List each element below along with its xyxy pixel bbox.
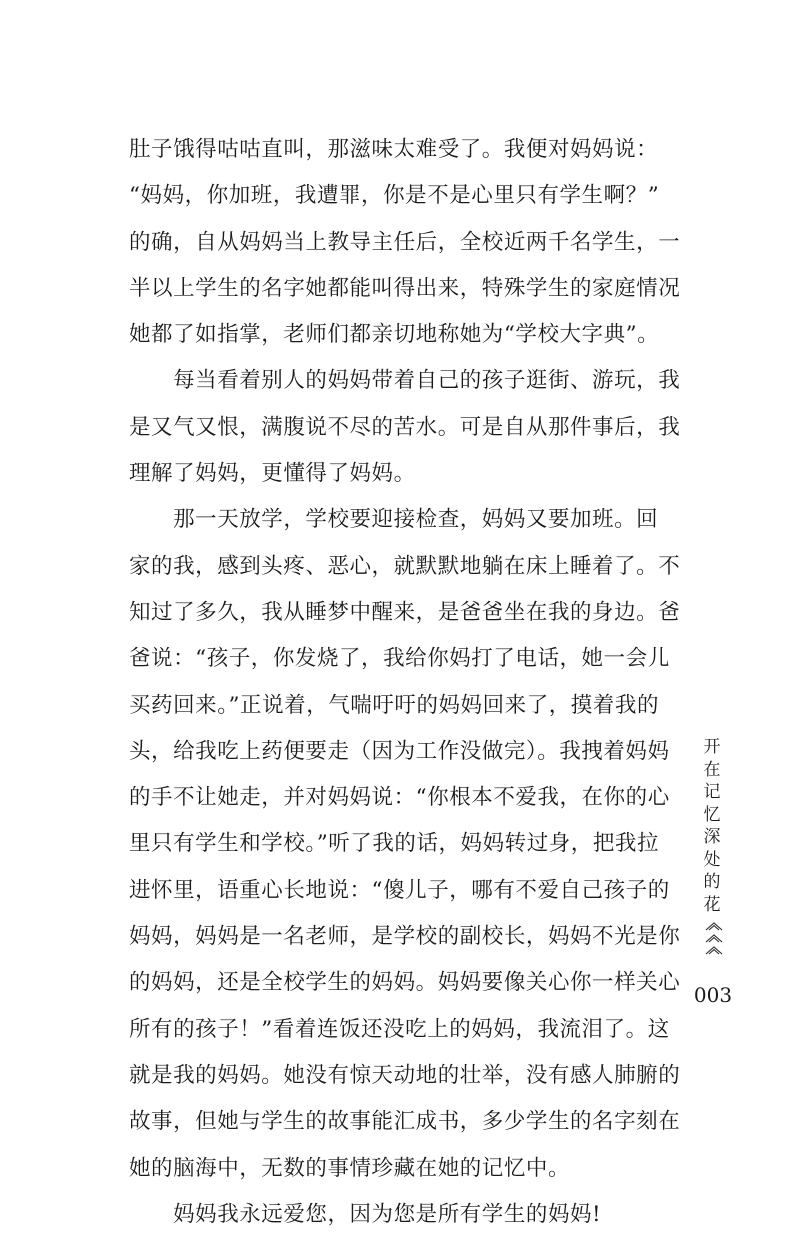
text-line: 家的我，感到头疼、恶心，就默默地躺在床上睡着了。不 xyxy=(129,553,681,579)
text-line: 她都了如指掌，老师们都亲切地称她为“学校大字典”。 xyxy=(129,322,660,348)
text-line: 是又气又恨，满腹说不尽的苦水。可是自从那件事后，我 xyxy=(129,414,681,440)
text-line: 的妈妈，还是全校学生的妈妈。妈妈要像关心你一样关心 xyxy=(129,970,681,996)
text-line: 就是我的妈妈。她没有惊天动地的壮举，没有感人肺腑的 xyxy=(129,1062,681,1088)
text-line: 妈妈，妈妈是一名老师，是学校的副校长，妈妈不光是你 xyxy=(129,924,681,950)
text-line: 头，给我吃上药便要走（因为工作没做完）。我拽着妈妈 xyxy=(129,738,670,764)
text-line: 那一天放学，学校要迎接检查，妈妈又要加班。回 xyxy=(129,507,659,533)
text-line: 每当看着别人的妈妈带着自己的孩子逛街、游玩，我 xyxy=(129,368,681,394)
chevron-stack-ornament-icon xyxy=(703,920,725,960)
text-line: 故事，但她与学生的故事能汇成书，多少学生的名字刻在 xyxy=(129,1109,681,1135)
text-line: “妈妈，你加班，我遭罪，你是不是心里只有学生啊？” xyxy=(129,183,660,209)
running-title-char: 花 xyxy=(703,894,721,915)
text-line: 买药回来。”正说着，气喘吁吁的妈妈回来了，摸着我的 xyxy=(129,692,659,718)
text-line: 进怀里，语重心长地说：“傻儿子，哪有不爱自己孩子的 xyxy=(129,877,670,903)
text-line: 妈妈我永远爱您，因为您是所有学生的妈妈! xyxy=(129,1201,602,1227)
running-title-char: 开 xyxy=(703,737,721,757)
text-line: 半以上学生的名字她都能叫得出来，特殊学生的家庭情况 xyxy=(129,275,681,301)
text-line: 理解了妈妈，更懂得了妈妈。 xyxy=(129,461,416,487)
text-line: 里只有学生和学校。”听了我的话，妈妈转过身，把我拉 xyxy=(129,831,659,857)
text-line: 她的脑海中，无数的事情珍藏在她的记忆中。 xyxy=(129,1155,571,1181)
running-title-char: 记 xyxy=(703,782,721,802)
page-number: 003 xyxy=(693,983,733,1007)
text-line: 所有的孩子！”看着连饭还没吃上的妈妈，我流泪了。这 xyxy=(129,1016,670,1042)
text-line: 爸说：“孩子，你发烧了，我给你妈打了电话，她一会儿 xyxy=(129,646,670,672)
text-line: 的确，自从妈妈当上教导主任后，全校近两千名学生，一 xyxy=(129,229,681,255)
running-title-char: 深 xyxy=(703,827,721,847)
running-title-vertical xyxy=(700,736,724,916)
running-title-char: 处 xyxy=(703,849,721,870)
running-title-char: 忆 xyxy=(703,804,721,825)
running-title-char: 的 xyxy=(703,872,721,892)
running-title-char: 在 xyxy=(703,759,721,780)
text-line: 知过了多久，我从睡梦中醒来，是爸爸坐在我的身边。爸 xyxy=(129,599,681,625)
text-line: 肚子饿得咕咕直叫，那滋味太难受了。我便对妈妈说： xyxy=(129,137,659,162)
text-line: 的手不让她走，并对妈妈说：“你根本不爱我，在你的心 xyxy=(129,785,670,811)
body-text xyxy=(129,127,681,1238)
